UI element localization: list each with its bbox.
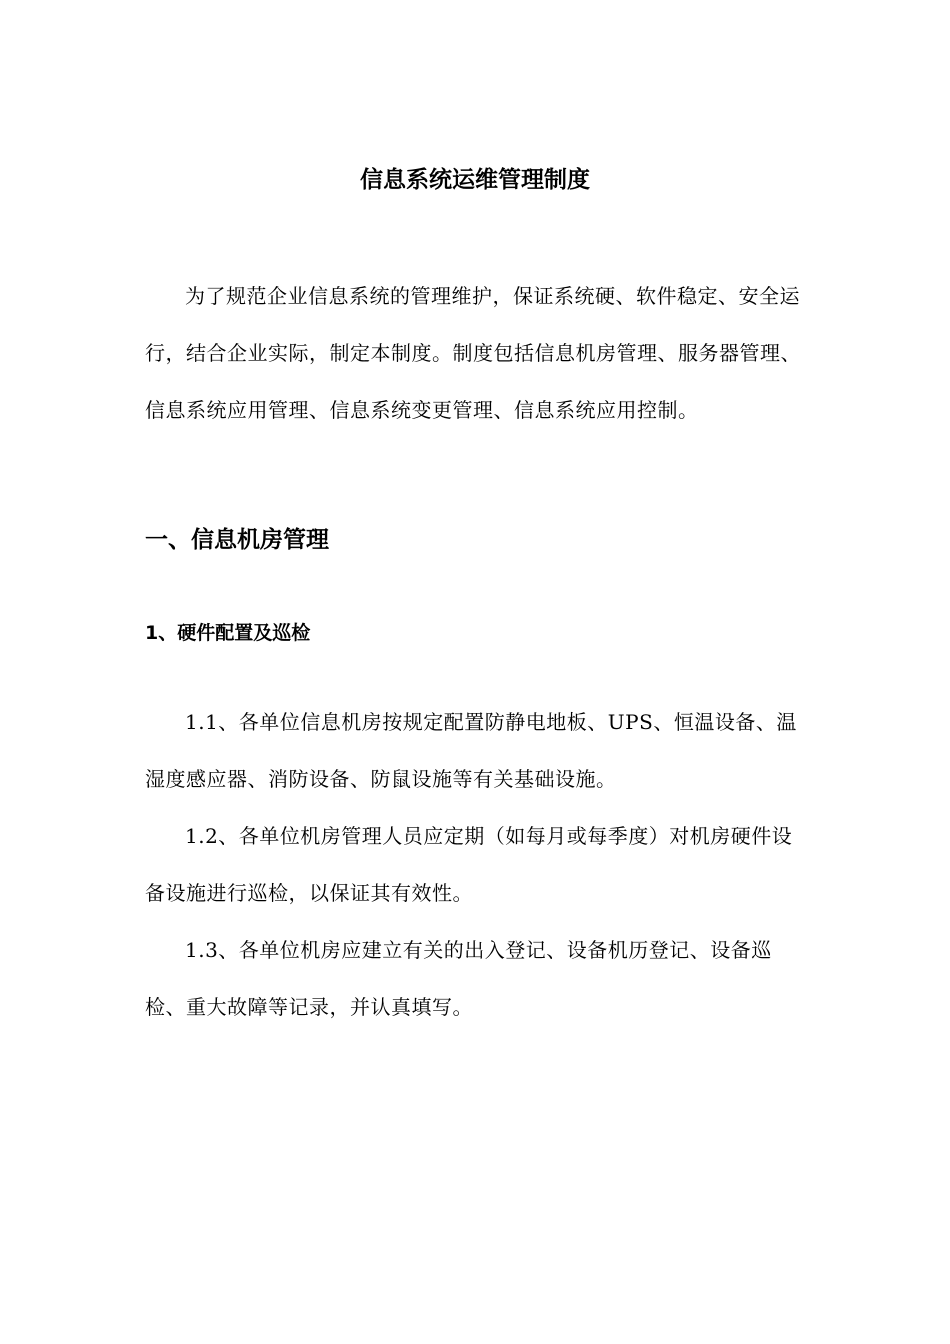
list-item-1-2: 1.2、各单位机房管理人员应定期（如每月或每季度）对机房硬件设备设施进行巡检，以保证其有效性。	[145, 824, 793, 905]
list-item-1-1: 1.1、各单位信息机房按规定配置防静电地板、UPS、恒温设备、温湿度感应器、消防设备、防鼠设施等有关基础设施。	[145, 710, 797, 791]
subsection-heading: 1、硬件配置及巡检	[145, 622, 311, 644]
intro-paragraph: 为了规范企业信息系统的管理维护，保证系统硬、软件稳定、安全运行，结合企业实际，制定本制度。制度包括信息机房管理、服务器管理、信息系统应用管理、信息系统变更管理、信息系统应用控制。	[145, 284, 801, 422]
list-item-1-3: 1.3、各单位机房应建立有关的出入登记、设备机历登记、设备巡检、重大故障等记录，并认真填写。	[145, 938, 772, 1019]
section-heading: 一、信息机房管理	[145, 527, 329, 553]
document-title: 信息系统运维管理制度	[360, 167, 590, 193]
